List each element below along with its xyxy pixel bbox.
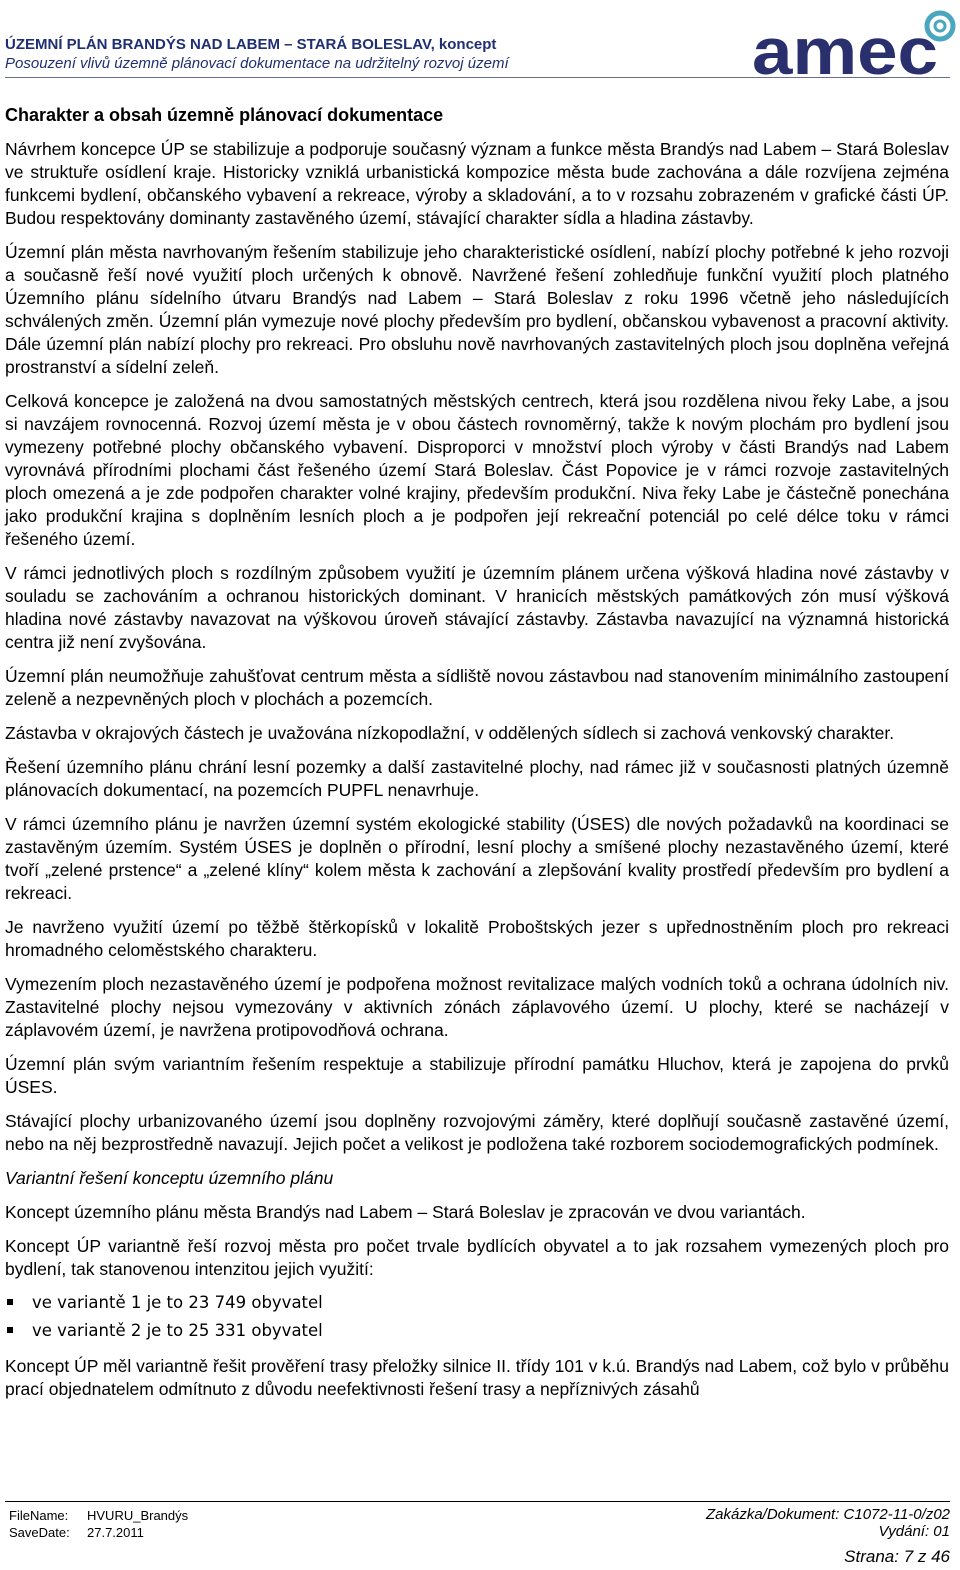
paragraph: Řešení územního plánu chrání lesní pozemky a další zastavitelné plochy, nad rámec již v současnosti platných územně plánovacích dokumentací, na pozemcích PUPFL nenavrhuje. (5, 757, 949, 800)
paragraph: Návrhem koncepce ÚP se stabilizuje a podporuje současný význam a funkce města Brandýs nad Labem – Stará Boleslav ve struktuře osídlení kraje. Historicky vzniklá urbanistická kompozice města bude zachována a dále rozvíjena zejména funkcemi bydlení, občanského vybavení a rekreace, výroby a skladování, a to v rozsahu zobrazeném v grafické části ÚP. Budou respektovány dominanty zastavěného území, stávající charakter sídla a hladina zástavby. (5, 139, 949, 228)
list-item (5, 1289, 949, 1317)
savedate-value: 27.7.2011 (87, 1525, 144, 1540)
paragraph: Je navrženo využití území po těžbě štěrkopísků v lokalitě Proboštských jezer s upřednostněním ploch pro rekreaci hromadného celoměstského charakteru. (5, 917, 949, 960)
paragraph: Stávající plochy urbanizovaného území jsou doplněny rozvojovými záměry, které doplňují současně zastavěné území, nebo na něj bezprostředně navazují. Jejich počet a velikost je podložena také rozborem sociodemografických podmínek. (5, 1111, 949, 1154)
variants-population: Koncept ÚP variantně řeší rozvoj města pro počet trvale bydlících obyvatel a to jak rozsahem vymezených ploch pro bydlení, tak stanovenou intenzitou jejich využití: (5, 1236, 949, 1279)
savedate-label: SaveDate: (9, 1525, 70, 1540)
paragraph: Celková koncepce je založená na dvou samostatných městských centrech, která jsou rozdělena nivou řeky Labe, a jsou si navzájem rovnocenná. Rozvoj území města je v obou částech rovnoměrný, takže k novým plochám pro bydlení jsou vymezeny potřebné plochy občanského vybavení. Disproporci v množství ploch výroby v části Brandýs nad Labem vyrovnává přírodními plochami část řešeného území Stará Boleslav. Část Popovice je v rámci rozvoje zastavitelných ploch omezená a je zde podpořen charakter volné krajiny, především produkční. Niva řeky Labe je částečně ponechána jako produkční krajina s doplněním lesních ploch a je podpořen její rekreační potenciál po celé délce toku v rámci řešeného území. (5, 391, 949, 549)
list-item-text: ve variantě 2 je to 25 331 obyvatel (32, 1321, 323, 1340)
variants-intro: Koncept územního plánu města Brandýs nad Labem – Stará Boleslav je zpracován ve dvou variantách. (5, 1202, 806, 1222)
header-divider (5, 77, 950, 78)
footer-file-info (9, 1507, 188, 1541)
variants-roads: Koncept ÚP měl variantně řešit prověření trasy přeložky silnice II. třídy 101 v k.ú. Brandýs nad Labem, což bylo v průběhu prací objednatelem odmítnuto z důvodu neefektivnosti řešení trasy a nepříznivých zásahů (5, 1356, 949, 1399)
amec-logo (752, 4, 960, 78)
order-number: Zakázka/Dokument: C1072-11-0/z02 (705, 1506, 950, 1523)
filename-value: HVURU_Brandýs (87, 1508, 189, 1523)
footer-savedate-row (9, 1524, 188, 1541)
document-subtitle: Posouzení vlivů územně plánovací dokumentace na udržitelný rozvoj území (5, 55, 509, 72)
paragraph: Územní plán neumožňuje zahušťovat centrum města a sídliště novou zástavbou nad stanovením minimálního zastoupení zeleně a nezpevněných ploch v plochách a pozemcích. (5, 666, 949, 709)
paragraph: V rámci jednotlivých ploch s rozdílným způsobem využití je územním plánem určena výšková hladina nové zástavby v souladu se zachováním a ochranou historických dominant. V hranicích městských památkových zón musí výšková hladina nové zástavby navazovat na výškovou úroveň stávající zástavby. Zástavba navazující na významná historická centra již není zvyšována. (5, 563, 949, 652)
footer-divider (5, 1501, 950, 1502)
paragraph: Vymezením ploch nezastavěného území je podpořena možnost revitalizace malých vodních toků a ochrana údolních niv. Zastavitelné plochy nejsou vymezovány v aktivních zónách záplavového území. U plochy, které se nacházejí v záplavovém území, je navržena protipovodňová ochrana. (5, 974, 949, 1040)
page-number: Strana: 7 z 46 (844, 1547, 950, 1566)
list-item (5, 1317, 949, 1345)
edition: Vydání: 01 (878, 1523, 950, 1540)
list-item-text: ve variantě 1 je to 23 749 obyvatel (32, 1293, 323, 1312)
bullet-icon (7, 1299, 13, 1305)
paragraph: V rámci územního plánu je navržen územní systém ekologické stability (ÚSES) dle nových požadavků na koordinaci se zastavěným územím. Systém ÚSES je doplněn o přírodní, lesní plochy a smíšené plochy nezastavěného území, které tvoří „zelené prstence“ a „zelené klíny“ kolem města k zachování a zlepšování kvality prostředí především pro bydlení a rekreaci. (5, 814, 949, 903)
variant-list (5, 1289, 949, 1345)
filename-label: FileName: (9, 1508, 69, 1523)
footer-filename-row (9, 1507, 188, 1524)
footer-document-info (706, 1506, 950, 1567)
paragraph: Územní plán svým variantním řešením respektuje a stabilizuje přírodní památku Hluchov, která je zapojena do prvků ÚSES. (5, 1054, 949, 1097)
document-body (5, 104, 949, 1412)
paragraph: Zástavba v okrajových částech je uvažována nízkopodlažní, v oddělených sídlech si zachová venkovský charakter. (5, 723, 895, 743)
document-title: ÚZEMNÍ PLÁN BRANDÝS NAD LABEM – STARÁ BOLESLAV, koncept (5, 36, 497, 53)
paragraph: Územní plán města navrhovaným řešením stabilizuje jeho charakteristické osídlení, nabízí plochy potřebné k jeho rozvoji a současně řeší nové využití ploch určených k obnově. Navržené řešení zohledňuje funkční využití ploch platného Územního plánu sídelního útvaru Brandýs nad Labem – Stará Boleslav z roku 1996 včetně jeho následujících schválených změn. Územní plán vymezuje nové plochy především pro bydlení, občanskou vybavenost a pracovní aktivity. Dále územní plán nabízí plochy pro rekreaci. Pro obsluhu nově navrhovaných zastavitelných ploch jsou doplněna veřejná prostranství a sídelní zeleň. (5, 242, 949, 377)
bullet-icon (7, 1327, 13, 1333)
variants-heading: Variantní řešení konceptu územního plánu (5, 1168, 334, 1188)
section-heading: Charakter a obsah územně plánovací dokumentace (5, 105, 444, 125)
logo-text: amec (752, 14, 938, 78)
